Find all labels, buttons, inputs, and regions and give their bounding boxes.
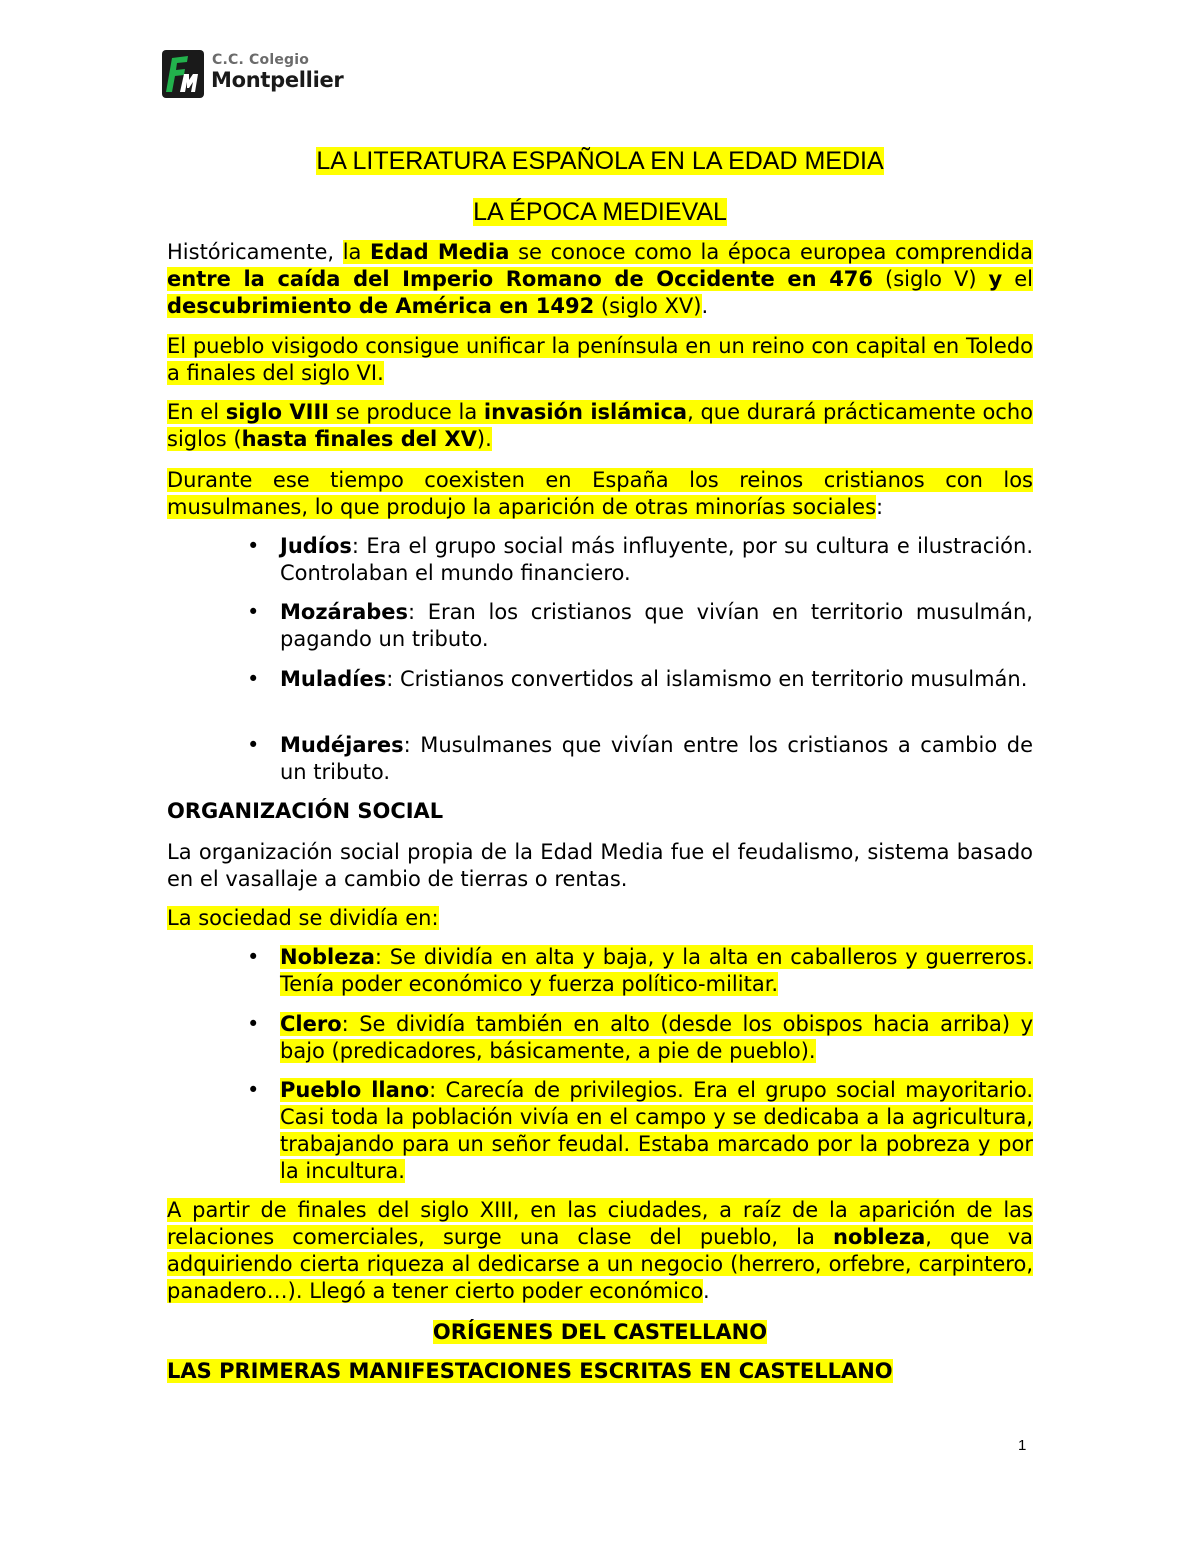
- page-number: 1: [1018, 1437, 1027, 1454]
- section-heading-first-writings: LAS PRIMERAS MANIFESTACIONES ESCRITAS EN CASTELLANO: [167, 1359, 893, 1383]
- paragraph-feudalism: La organización social propia de la Edad Media fue el feudalismo, sistema basado en el vasallaje a cambio de tierras o rentas.: [167, 840, 1033, 891]
- list-item: • Clero: Se dividía también en alto (desde los obispos hacia arriba) y bajo (predicadores, básicamente, a pie de pueblo).: [247, 1012, 1033, 1063]
- paragraph-society-division: La sociedad se dividía en:: [167, 906, 439, 930]
- paragraph-historical-intro: Históricamente, la Edad Media se conoce como la época europea comprendida entre la caída del Imperio Romano de Occidente en 476 (siglo V) y el descubrimiento de América en 1492 (siglo XV).: [167, 240, 1033, 318]
- list-item: • Pueblo llano: Carecía de privilegios. Era el grupo social mayoritario. Casi toda la población vivía en el campo y se dedicaba a la agricultura, trabajando para un señor feudal. Estaba marcado por la pobreza y por la incultura.: [247, 1078, 1033, 1183]
- document-title: LA LITERATURA ESPAÑOLA EN LA EDAD MEDIA: [316, 147, 884, 175]
- bullet: •: [247, 1078, 260, 1102]
- section-heading-origins: ORÍGENES DEL CASTELLANO: [432, 1320, 768, 1344]
- bullet: •: [247, 600, 260, 624]
- bullet: •: [247, 1012, 260, 1036]
- bullet: •: [247, 534, 260, 558]
- list-item: • Mudéjares: Musulmanes que vivían entre los cristianos a cambio de un tributo.: [247, 733, 1033, 784]
- list-item: • Mozárabes: Eran los cristianos que vivían en territorio musulmán, pagando un tributo.: [247, 600, 1033, 651]
- list-item: • Muladíes: Cristianos convertidos al islamismo en territorio musulmán.: [247, 667, 1028, 691]
- bullet: •: [247, 667, 260, 691]
- paragraph-islamic-invasion: En el siglo VIII se produce la invasión islámica, que durará prácticamente ocho siglos (hasta finales del XV).: [167, 400, 1033, 451]
- bullet: •: [247, 733, 260, 757]
- bullet: •: [247, 945, 260, 969]
- document-subtitle: LA ÉPOCA MEDIEVAL: [473, 198, 727, 226]
- paragraph-bourgeoisie: A partir de finales del siglo XIII, en las ciudades, a raíz de la aparición de las relaciones comerciales, surge una clase del pueblo, la nobleza, que va adquiriendo cierta riqueza al dedicarse a un negocio (herrero, orfebre, carpintero, panadero…). Llegó a tener cierto poder económico.: [167, 1198, 1033, 1303]
- paragraph-visigoths: El pueblo visigodo consigue unificar la península en un reino con capital en Toledo a finales del siglo VI.: [167, 334, 1033, 385]
- logo-subtitle: C.C. Colegio: [212, 52, 310, 68]
- list-item: • Nobleza: Se dividía en alta y baja, y la alta en caballeros y guerreros. Tenía poder económico y fuerza político-militar.: [247, 945, 1033, 996]
- list-item: • Judíos: Era el grupo social más influyente, por su cultura e ilustración. Controlaban el mundo financiero.: [247, 534, 1033, 585]
- school-logo: [158, 48, 358, 100]
- fm-logo-icon: [158, 48, 208, 100]
- section-heading-social: ORGANIZACIÓN SOCIAL: [167, 799, 444, 823]
- logo-name: Montpellier: [211, 68, 344, 92]
- paragraph-coexistence: Durante ese tiempo coexisten en España los reinos cristianos con los musulmanes, lo que produjo la aparición de otras minorías sociales:: [167, 468, 1033, 519]
